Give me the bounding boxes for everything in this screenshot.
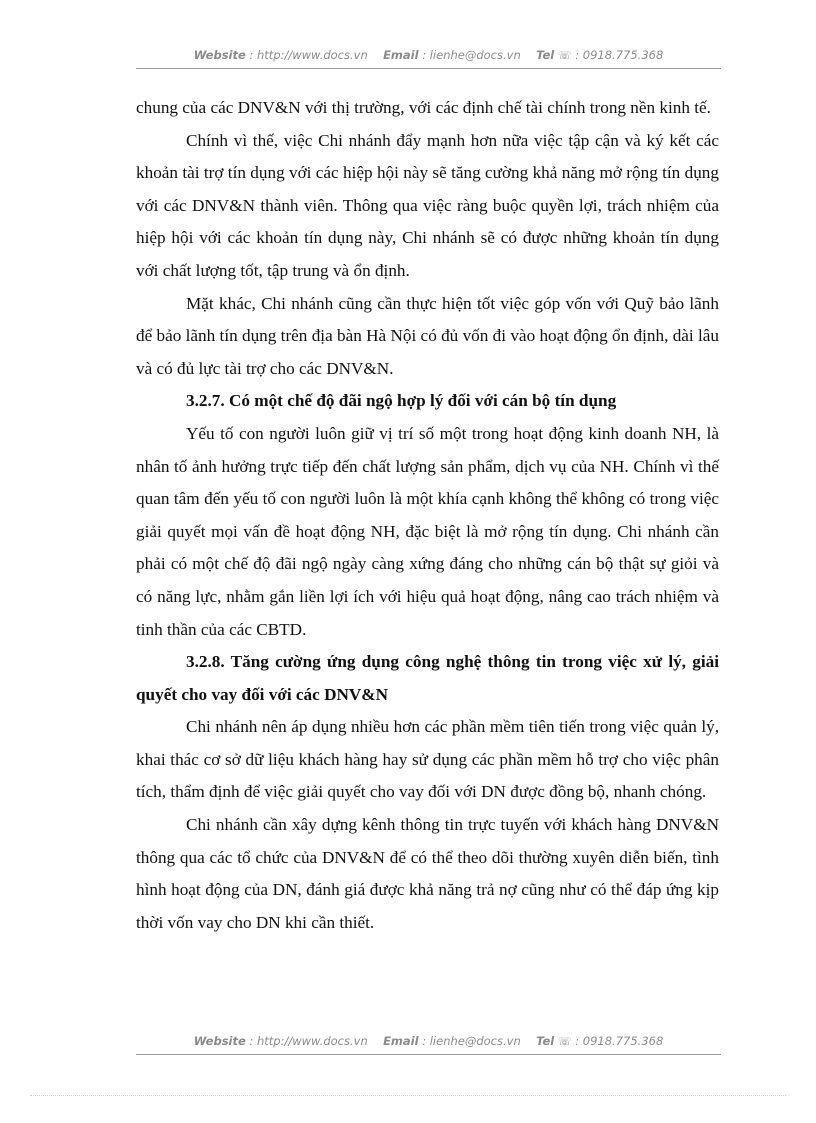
paragraph: Mặt khác, Chi nhánh cũng cần thực hiện tốt việc góp vốn với Quỹ bảo lãnh để bảo lãnh tín dụng trên địa bàn Hà Nội có đủ vốn đi vào hoạt động ổn định, dài lâu và có đủ lực tài trợ cho các DNV&N. [136,293,719,378]
page-header [136,47,721,69]
footer-email-value: : lienhe@docs.vn [422,1034,521,1048]
page-footer [136,1033,721,1055]
section-heading: 3.2.7. Có một chế độ đãi ngộ hợp lý đối với cán bộ tín dụng [186,391,617,411]
page-edge-divider [30,1095,786,1096]
paragraph: Chi nhánh cần xây dựng kênh thông tin trực tuyến với khách hàng DNV&N thông qua các tổ chức của DNV&N để có thể theo dõi thường xuyên diễn biến, tình hình hoạt động của DN, đánh giá được khả năng trả nợ cũng như có thể đáp ứng kịp thời vốn vay cho DN khi cần thiết. [136,815,719,932]
document-body [136,92,719,939]
phone-icon: ☏ [557,49,572,62]
paragraph: Chính vì thế, việc Chi nhánh đẩy mạnh hơn nữa việc tập cận và ký kết các khoản tài trợ tín dụng với các hiệp hội này sẽ tăng cường khả năng mở rộng tín dụng với các DNV&N thành viên. Thông qua việc ràng buộc quyền lợi, trách nhiệm của hiệp hội với các khoản tín dụng này, Chi nhánh sẽ có được những khoản tín dụng với chất lượng tốt, tập trung và ổn định. [136,130,719,280]
paragraph: Yếu tố con người luôn giữ vị trí số một trong hoạt động kinh doanh NH, là nhân tố ảnh hưởng trực tiếp đến chất lượng sản phẩm, dịch vụ của NH. Chính vì thế quan tâm đến yếu tố con người luôn là một khía cạnh không thể không có trong việc giải quyết mọi vấn đề hoạt động NH, đặc biệt là mở rộng tín dụng. Chi nhánh cần phải có một chế độ đãi ngộ ngày càng xứng đáng cho những cán bộ thật sự giỏi và có năng lực, nhằm gắn liền lợi ích với hiệu quả hoạt động, nâng cao trách nhiệm và tinh thần của các CBTD. [136,423,719,639]
footer-website-value: : http://www.docs.vn [249,1034,368,1048]
section-heading: 3.2.8. Tăng cường ứng dụng công nghệ thông tin trong việc xử lý, giải quyết cho vay đối với các DNV&N [136,652,719,704]
footer-website-label: Website [193,1034,246,1048]
footer-email-label: Email [383,1034,419,1048]
header-website-value: : http://www.docs.vn [249,48,368,62]
header-tel-label: Tel [536,48,555,62]
header-email-value: : lienhe@docs.vn [422,48,521,62]
header-tel-value: : 0918.775.368 [575,48,664,62]
header-email-label: Email [383,48,419,62]
paragraph: chung của các DNV&N với thị trường, với các định chế tài chính trong nền kinh tế. [136,98,711,117]
paragraph: Chi nhánh nên áp dụng nhiều hơn các phần mềm tiên tiến trong việc quản lý, khai thác cơ sở dữ liệu khách hàng hay sử dụng các phần mềm hỗ trợ cho việc phân tích, thẩm định để việc giải quyết cho vay đối với DN được đồng bộ, nhanh chóng. [136,717,719,802]
footer-tel-label: Tel [536,1034,555,1048]
header-website-label: Website [193,48,246,62]
footer-tel-value: : 0918.775.368 [575,1034,664,1048]
phone-icon: ☏ [557,1035,572,1048]
